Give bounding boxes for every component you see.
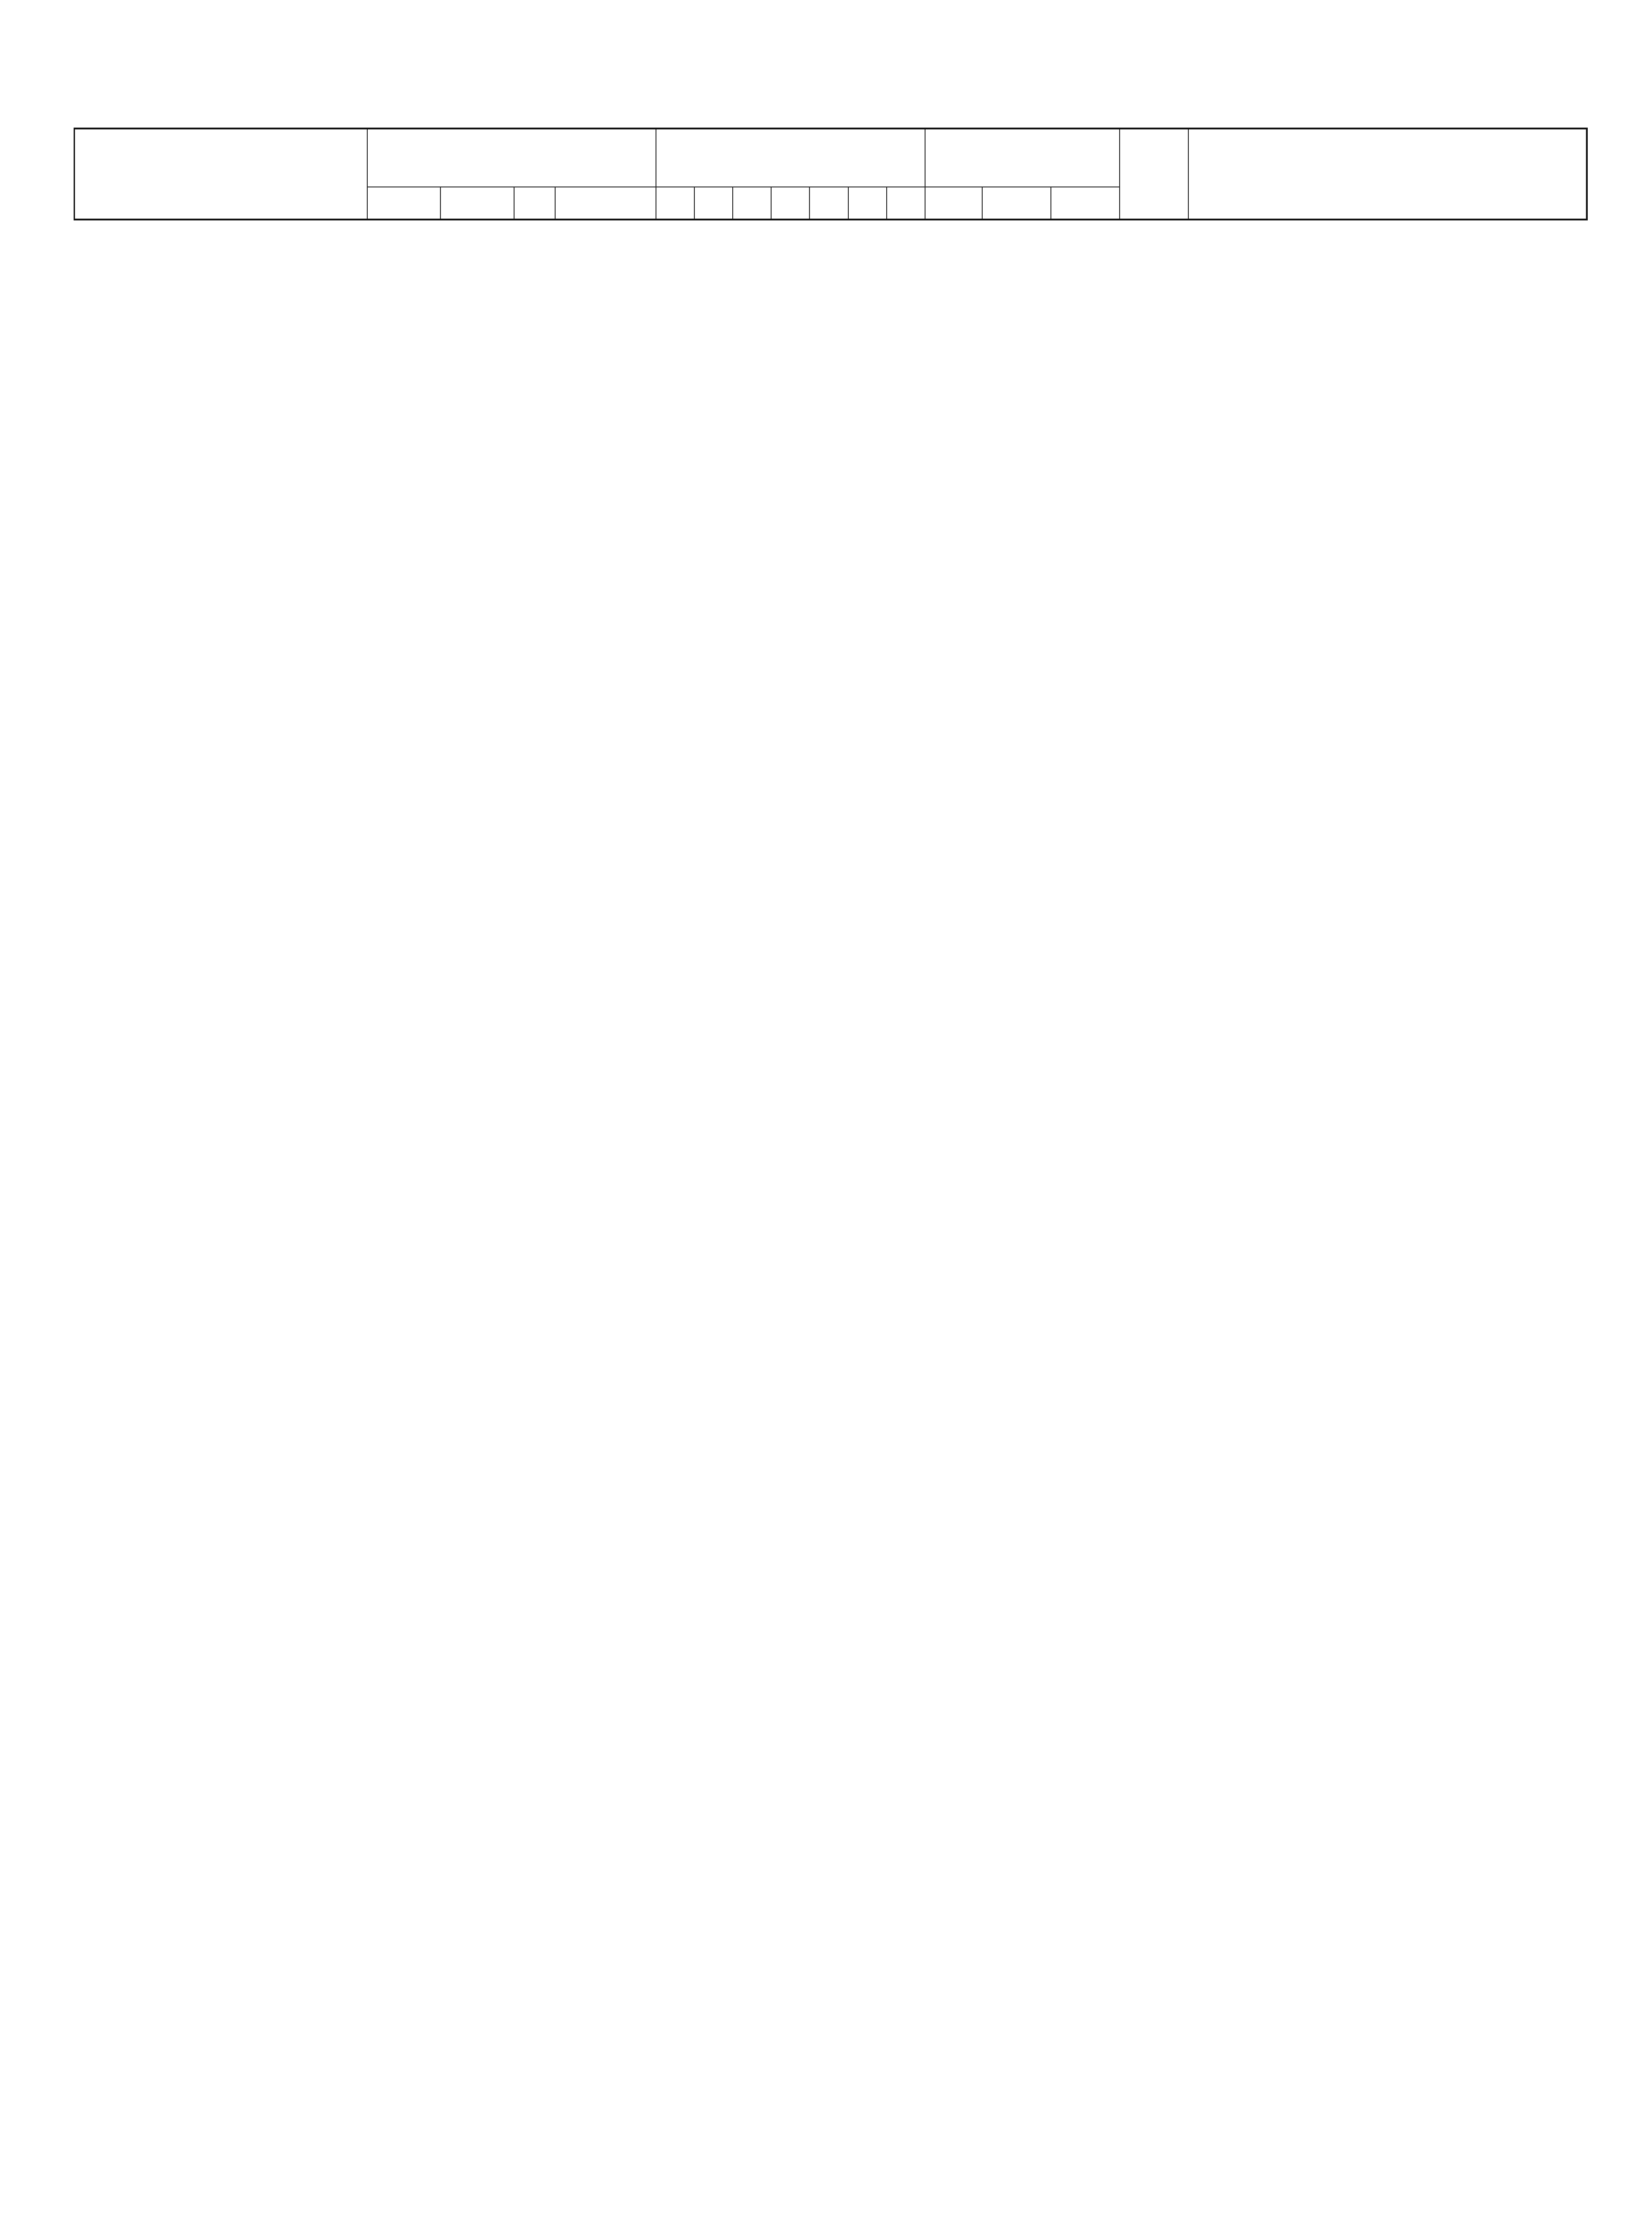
pub-sub-4 <box>555 187 656 220</box>
obs-sub-sun <box>733 187 771 220</box>
pub-sub-1 <box>367 187 440 220</box>
obs-sub-a <box>694 187 733 220</box>
col-coordinates <box>925 129 1120 187</box>
obs-sub-f <box>848 187 887 220</box>
coord-phi <box>925 187 982 220</box>
pub-sub-2 <box>440 187 514 220</box>
obs-sub-w <box>887 187 925 220</box>
coord-height <box>1051 187 1120 220</box>
obs-sub-b <box>771 187 809 220</box>
obs-sub-e <box>656 187 694 220</box>
col-station <box>75 129 368 220</box>
obs-sub-t <box>809 187 848 220</box>
pub-sub-3 <box>514 187 555 220</box>
coord-lambda <box>982 187 1051 220</box>
col-special-observations <box>656 129 925 187</box>
stations-table <box>74 128 1588 2107</box>
col-published <box>367 129 656 187</box>
col-station-head <box>1188 129 1587 220</box>
col-station-since <box>1120 129 1188 220</box>
